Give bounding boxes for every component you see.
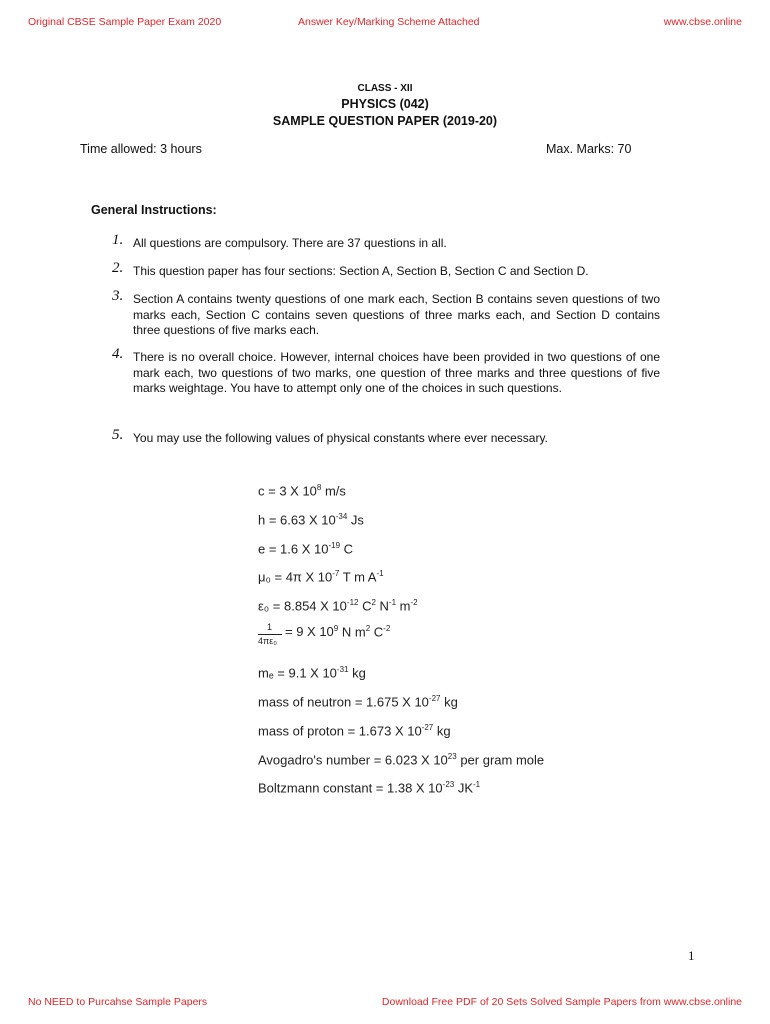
header-left-text: Original CBSE Sample Paper Exam 2020	[28, 16, 222, 28]
instruction-text: Section A contains twenty questions of one mark each, Section B contains seven questions of two marks each, Section C contains seven questions of three marks each, and Section D contains three questions of five marks each.	[133, 292, 660, 337]
instruction-text: This question paper has four sections: Section A, Section B, Section C and Section D.	[133, 264, 589, 278]
constant-speed-of-light: c = 3 X $10^8$ m/s	[258, 483, 346, 499]
constant-permittivity: ε₀ = 8.854 X $10^{-12}$ $C^2$ $N^{-1}$ $m^{-2}$	[258, 598, 418, 614]
constant-boltzmann: Boltzmann constant = 1.38 X $10^{-23}$ $JK^{-1}$	[258, 780, 481, 796]
instruction-number: 1.	[112, 232, 124, 248]
instruction-number: 4.	[112, 346, 124, 362]
general-instructions-heading: General Instructions:	[91, 203, 217, 217]
max-marks: Max. Marks: 70	[546, 142, 632, 156]
constant-electron-mass: mₑ = 9.1 X $10^{-31}$ kg	[258, 665, 366, 681]
subject-heading: PHYSICS (042)	[341, 97, 429, 111]
instruction-number: 3.	[112, 288, 124, 304]
footer-download-link[interactable]: Download Free PDF of 20 Sets Solved Sample Papers from www.cbse.online	[381, 996, 742, 1008]
constant-planck: h = 6.63 X $10^{-34}$ Js	[258, 512, 364, 528]
constant-electron-charge: e = 1.6 X $10^{-19}$ C	[258, 541, 354, 557]
coulomb-fraction: 1 4πε₀	[258, 624, 282, 650]
constant-proton-mass: mass of proton = 1.673 X $10^{-27}$ kg	[258, 723, 451, 739]
instruction-item	[112, 346, 660, 397]
paper-title: SAMPLE QUESTION PAPER (2019-20)	[272, 114, 498, 128]
page-number: 1	[688, 948, 695, 963]
instruction-item	[112, 232, 660, 252]
instruction-text: There is no overall choice. However, internal choices have been provided in two questions of one mark each, two questions of two marks, one question of three marks and three questions of five marks weightage. You have to attempt only one of the choices in such questions.	[133, 350, 660, 395]
constant-avogadro: Avogadro's number = 6.023 X $10^{23}$ per gram mole	[258, 752, 545, 768]
constant-coulomb: 1 4πε₀ = 9 X $10^9$ N $m^2$ $C^{-2}$	[258, 624, 390, 639]
time-allowed: Time allowed: 3 hours	[80, 142, 202, 156]
header-center-text: Answer Key/Marking Scheme Attached	[298, 16, 480, 28]
instruction-item	[112, 427, 660, 447]
constant-permeability: μ₀ = 4π X $10^{-7}$ T m $A^{-1}$	[258, 569, 384, 585]
instruction-number: 5.	[112, 427, 124, 443]
class-heading: CLASS - XII	[357, 83, 413, 94]
instruction-text: All questions are compulsory. There are 37 questions in all.	[133, 236, 447, 250]
constant-neutron-mass: mass of neutron = 1.675 X $10^{-27}$ kg	[258, 694, 458, 710]
footer-left-link[interactable]: No NEED to Purcahse Sample Papers	[28, 996, 208, 1008]
instruction-item	[112, 260, 660, 280]
instruction-text: You may use the following values of physical constants where ever necessary.	[133, 431, 548, 445]
instruction-number: 2.	[112, 260, 124, 276]
instruction-item	[112, 288, 660, 339]
header-website-link[interactable]: www.cbse.online	[663, 16, 742, 28]
